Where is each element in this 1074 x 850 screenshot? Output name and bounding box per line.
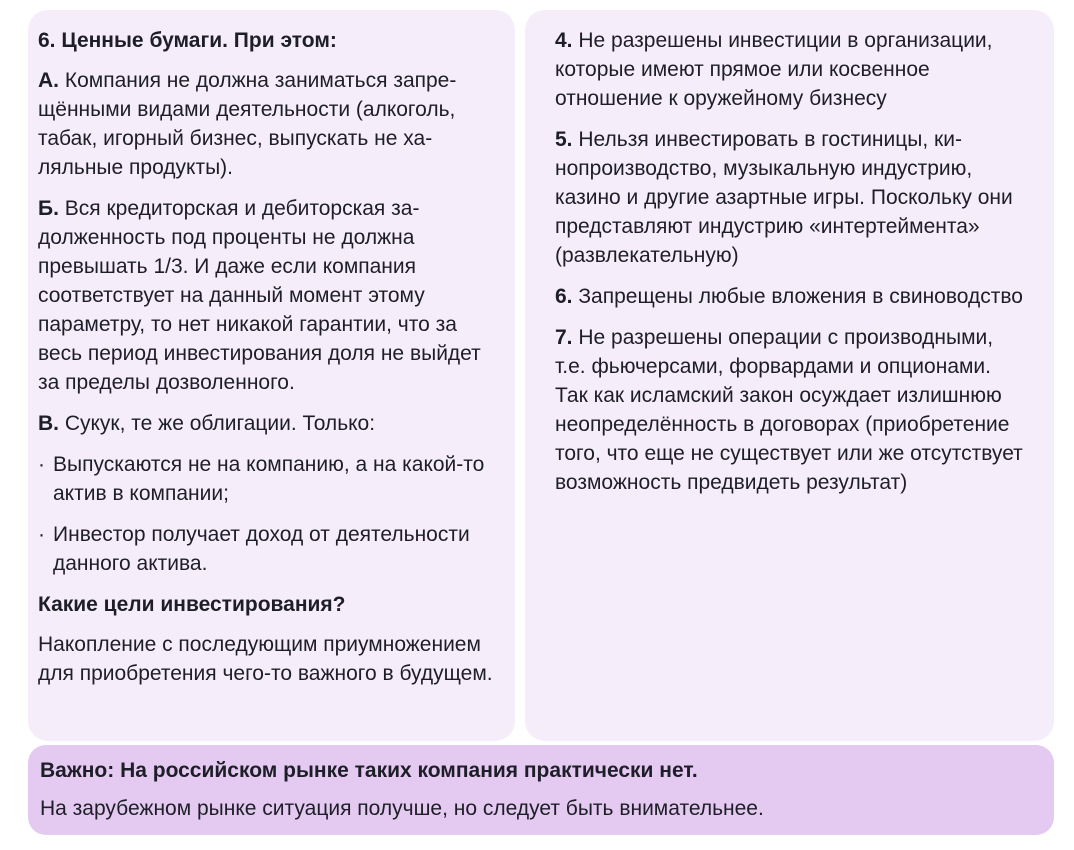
bullet-list [38, 450, 497, 578]
paragraph-7 [555, 323, 1026, 497]
paragraph-7-lead: 7. [555, 326, 573, 349]
bullet-item [38, 450, 497, 508]
bullet-text: Выпускаются не на компанию, а на какой-то актив в компании; [53, 453, 485, 505]
paragraph-4 [555, 26, 1026, 113]
paragraph-b-lead: Б. [38, 197, 59, 220]
paragraph-6-lead: 6. [555, 285, 573, 308]
subsection-heading: Какие цели инвестирования? [38, 593, 346, 616]
paragraph-5-lead: 5. [555, 128, 573, 151]
two-column-layout [28, 10, 1054, 741]
bullet-dot-icon: · [38, 453, 45, 476]
paragraph-a [38, 66, 497, 182]
paragraph-7-text: Не разрешены операции с производными, т.е. фьючерсами, форвардами и опционами. Так как исламский закон осуждает излишнюю неопределённость в договорах (приобретение того, что еще не существует или же отсутствует возможность предвидеть результат) [555, 326, 1023, 494]
paragraph-4-lead: 4. [555, 29, 573, 52]
paragraph-a-text: Компания не должна заниматься запрещёнными видами деятельности (алкоголь, табак, игорный бизнес, выпускать не халяльные продукты). [38, 69, 457, 179]
important-note-banner [28, 745, 1054, 835]
bullet-text: Инвестор получает доход от деятельности данного актива. [53, 523, 470, 575]
bullet-item [38, 520, 497, 578]
closing-paragraph: Накопление с последующим приумножением для приобретения чего-то важного в будущем. [38, 633, 493, 685]
paragraph-6 [555, 282, 1026, 311]
section-heading: 6. Ценные бумаги. При этом: [38, 29, 337, 52]
paragraph-6-text: Запрещены любые вложения в свиноводство [578, 285, 1023, 308]
important-note-title: Важно: На российском рынке таких компания практически нет. [40, 759, 698, 782]
paragraph-v-text: Сукук, те же облигации. Только: [64, 412, 376, 435]
important-note-text: На зарубежном рынке ситуация получше, но следует быть внимательнее. [40, 797, 764, 820]
paragraph-a-lead: А. [38, 69, 59, 92]
left-text-card [28, 10, 515, 741]
paragraph-5 [555, 125, 1026, 270]
paragraph-b [38, 194, 497, 397]
paragraph-v [38, 409, 497, 438]
right-text-card [525, 10, 1054, 741]
paragraph-4-text: Не разрешены инвестиции в организации, которые имеют прямое или косвенное отношение к оружейному бизнесу [555, 29, 993, 110]
paragraph-v-lead: В. [38, 412, 59, 435]
paragraph-5-text: Нельзя инвестировать в гостиницы, кинопроизводство, музыкальную индустрию, казино и другие азартные игры. Поскольку они представляют индустрию «интертеймента» (развлекательную) [555, 128, 1013, 267]
paragraph-b-text: Вся кредиторская и дебиторская задолженность под проценты не должна превышать 1/3. И даже если компания соответствует на данный момент этому параметру, то нет никакой гарантии, что за весь период инвестирования доля не выйдет за пределы дозволенного. [38, 197, 481, 394]
bullet-dot-icon: · [38, 523, 45, 546]
